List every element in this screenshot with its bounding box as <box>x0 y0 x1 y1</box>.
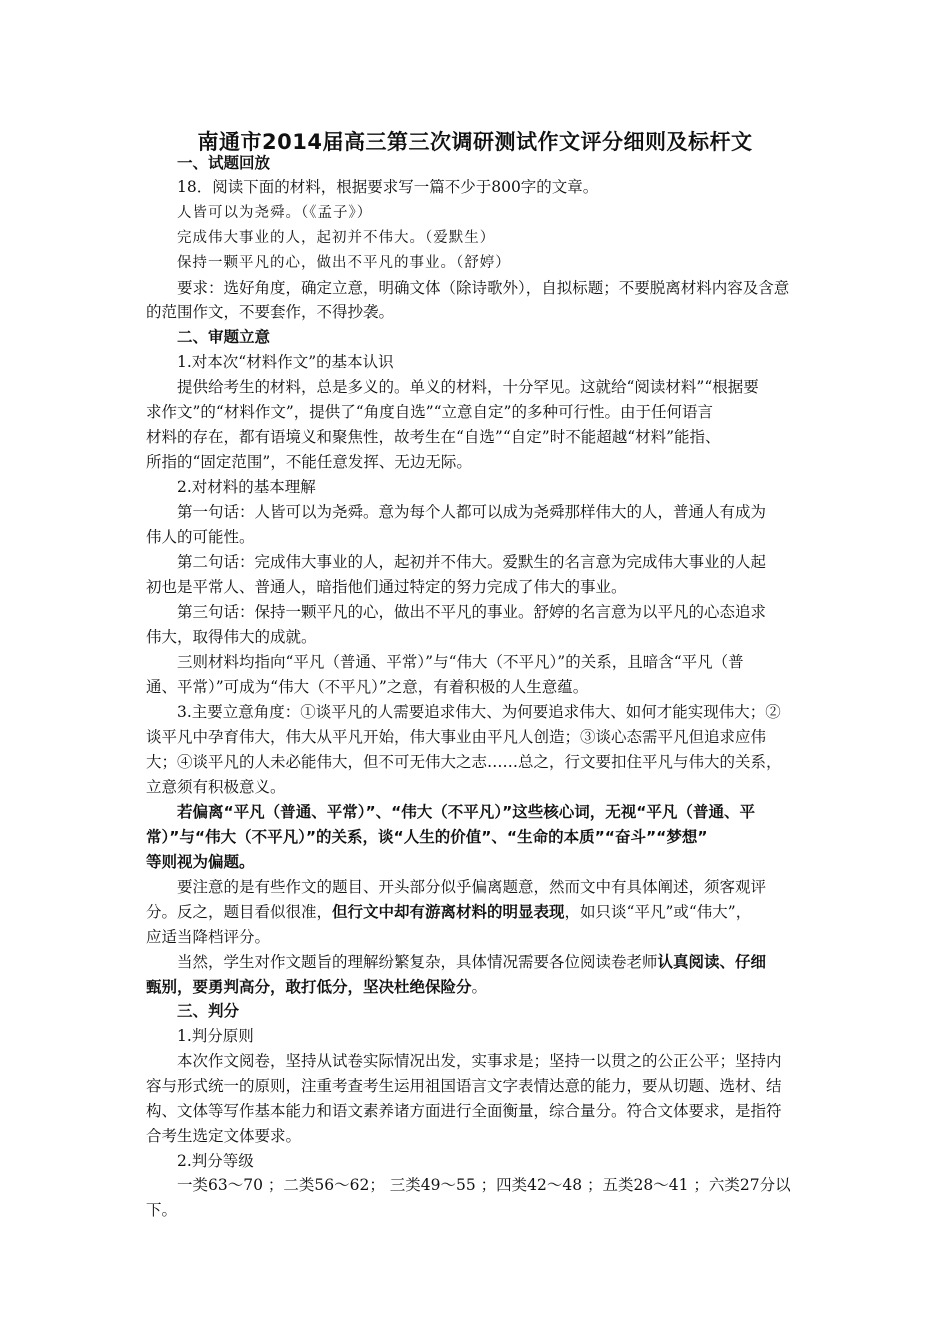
paragraph-line: 初也是平常人、普通人，暗指他们通过特定的努力完成了伟大的事业。 <box>146 578 627 596</box>
section-heading-1: 一、试题回放 <box>177 154 271 172</box>
material-quote-3: 保持一颗平凡的心，做出不平凡的事业。（舒婷） <box>177 255 511 271</box>
paragraph-line: 容与形式统一的原则，注重考查考生运用祖国语言文字表情达意的能力，要从切题、选材、结 <box>146 1077 782 1095</box>
paragraph-line: 材料的存在，都有语境义和聚焦性，故考生在“自选”“自定”时不能超越“材料”能指、 <box>146 428 721 446</box>
bold-text: 等则视为偏题。 <box>146 853 255 871</box>
paragraph-line: 第二句话：完成伟大事业的人，起初并不伟大。爱默生的名言意为完成伟大事业的人起 <box>177 553 767 571</box>
paragraph-line: 通、平常）”可成为“伟大（不平凡）”之意，有着积极的人生意蕴。 <box>146 678 589 696</box>
bold-paragraph-line <box>146 824 808 850</box>
paragraph-line: 伟人的可能性。 <box>146 528 255 546</box>
paragraph-line: 提供给考生的材料，总是多义的。单义的材料，十分罕见。这就给“阅读材料”“根据要 <box>177 378 759 396</box>
paragraph-line: 求作文”的“材料作文”，提供了“角度自选”“立意自定”的多种可行性。由于任何语言 <box>146 403 713 421</box>
grade-levels-line: 下。 <box>146 1201 178 1219</box>
bold-text: 甄别，要勇判高分，敢打低分，坚决杜绝保险分 <box>146 978 472 996</box>
paragraph-line <box>146 899 808 925</box>
paragraph-line: 三则材料均指向“平凡（普通、平常）”与“伟大（不平凡）”的关系，且暗含“平凡（普 <box>177 653 744 671</box>
bold-paragraph-line <box>146 799 808 825</box>
paragraph-line <box>146 974 808 1000</box>
bold-text: 常）”与“伟大（不平凡）”的关系，谈“人生的价值”、“生命的本质”“奋斗”“梦想” <box>146 828 708 846</box>
subheading-2-2: 2.对材料的基本理解 <box>177 478 316 496</box>
paragraph-line: 应适当降档评分。 <box>146 928 271 946</box>
paragraph-line: 大；④谈平凡的人未必能伟大，但不可无伟大之志……总之，行文要扣住平凡与伟大的关系， <box>146 753 782 771</box>
paragraph-line: 3.主要立意角度：①谈平凡的人需要追求伟大、为何要追求伟大、如何才能实现伟大；② <box>177 703 781 721</box>
bold-text: 认真阅读、仔细 <box>657 953 767 971</box>
section-heading-3: 三、判分 <box>177 1002 240 1020</box>
bold-paragraph-line <box>146 849 808 875</box>
paragraph-line: 伟大，取得伟大的成就。 <box>146 628 317 646</box>
question-prompt: 18．阅读下面的材料，根据要求写一篇不少于800字的文章。 <box>177 178 599 196</box>
text-run: 分。反之，题目看似很准， <box>146 903 333 921</box>
paragraph-line: 要注意的是有些作文的题目、开头部分似乎偏离题意，然而文中有具体阐述，须客观评 <box>177 878 767 896</box>
text-run: 当然，学生对作文题旨的理解纷繁复杂，具体情况需要各位阅读卷老师 <box>177 953 658 971</box>
paragraph-line <box>146 949 808 975</box>
paragraph-line: 谈平凡中孕育伟大，伟大从平凡开始，伟大事业由平凡人创造；③谈心态需平凡但追求应伟 <box>146 728 767 746</box>
paragraph-line: 第三句话：保持一颗平凡的心，做出不平凡的事业。舒婷的名言意为以平凡的心态追求 <box>177 603 767 621</box>
paragraph-line: 构、文体等写作基本能力和语文素养诸方面进行全面衡量，综合量分。符合文体要求，是指符 <box>146 1102 782 1120</box>
section-heading-2: 二、审题立意 <box>177 328 271 346</box>
text-run: 。 <box>471 978 488 996</box>
requirement-line-2: 的范围作文，不要套作，不得抄袭。 <box>146 303 395 321</box>
text-run: ，如只谈“平凡”或“伟大”， <box>564 903 752 921</box>
bold-text: 若偏离“平凡（普通、平常）”、“伟大（不平凡）”这些核心词，无视“平凡（普通、平 <box>177 803 755 821</box>
paragraph-line: 本次作文阅卷，坚持从试卷实际情况出发，实事求是；坚持一以贯之的公正公平；坚持内 <box>177 1052 782 1070</box>
grade-levels-line: 一类63～70 ；二类56～62； 三类49～55 ；四类42～48 ；五类28～41 ；六类27分以 <box>177 1176 791 1194</box>
document-title: 南通市2014届高三第三次调研测试作文评分细则及标杆文 <box>197 130 753 154</box>
paragraph-line: 合考生选定文体要求。 <box>146 1127 302 1145</box>
bold-text: 但行文中却有游离材料的明显表现 <box>332 903 565 921</box>
paragraph-line: 第一句话：人皆可以为尧舜。意为每个人都可以成为尧舜那样伟大的人，普通人有成为 <box>177 503 767 521</box>
subheading-3-2: 2.判分等级 <box>177 1152 254 1170</box>
subheading-3-1: 1.判分原则 <box>177 1027 254 1045</box>
paragraph-line: 所指的“固定范围”，不能任意发挥、无边无际。 <box>146 453 472 471</box>
requirement-line-1: 要求：选好角度，确定立意，明确文体（除诗歌外），自拟标题；不要脱离材料内容及含意 <box>177 279 790 297</box>
paragraph-line: 立意须有积极意义。 <box>146 778 286 796</box>
material-quote-1: 人皆可以为尧舜。（《孟子》） <box>177 205 373 221</box>
subheading-2-1: 1.对本次“材料作文”的基本认识 <box>177 353 394 371</box>
material-quote-2: 完成伟大事业的人，起初并不伟大。（爱默生） <box>177 230 496 246</box>
